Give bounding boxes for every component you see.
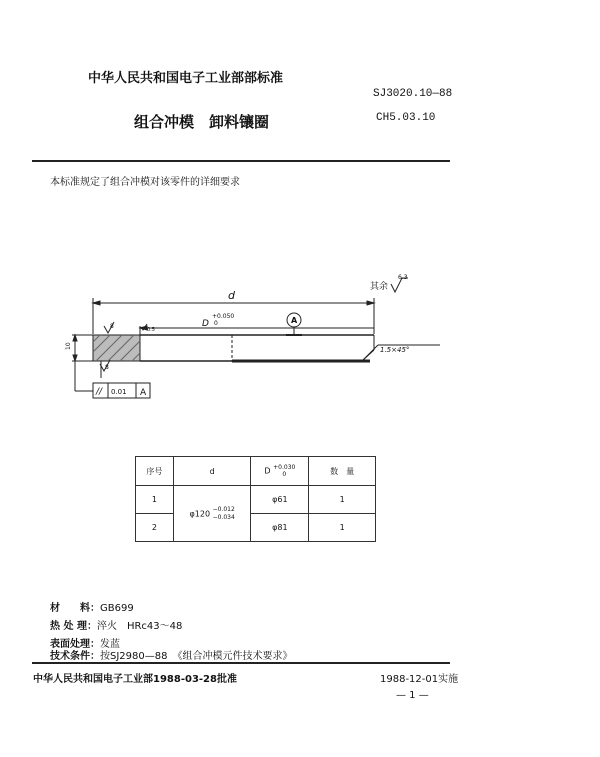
approval-text: 中华人民共和国电子工业部1988-03-28批准 bbox=[33, 674, 237, 685]
edge-mark: 0.5 bbox=[147, 327, 155, 333]
header-d: d bbox=[173, 457, 251, 486]
dim-d-label: d bbox=[228, 289, 235, 302]
roughness-left-value: 8 bbox=[105, 364, 109, 371]
spec-value: 发蓝 bbox=[100, 639, 120, 650]
spec-value: 按SJ2980—88 《组合冲模元件技术要求》 bbox=[100, 651, 293, 662]
row-no: 2 bbox=[136, 514, 174, 542]
table-row bbox=[136, 514, 376, 542]
page-number: — 1 — bbox=[396, 690, 429, 701]
dim-D-tol-lower: 0 bbox=[214, 320, 218, 327]
product-code: CH5.03.10 bbox=[376, 112, 436, 124]
row-qty: 1 bbox=[309, 486, 376, 514]
spec-label: 热 处 理： bbox=[50, 621, 97, 632]
chamfer-label: 1.5×45° bbox=[380, 346, 410, 354]
dim-D-tol-upper: +0.050 bbox=[212, 313, 235, 320]
spec-material bbox=[50, 599, 134, 614]
roughness-rest-value: 6.3 bbox=[398, 274, 408, 281]
spec-value: GB699 bbox=[100, 603, 134, 614]
roughness-rest-prefix: 其余 bbox=[370, 282, 389, 292]
footer-divider bbox=[32, 662, 450, 664]
table-row bbox=[136, 486, 376, 514]
cell-d bbox=[173, 486, 251, 542]
row-D: φ81 bbox=[251, 514, 309, 542]
roughness-top-value: 8 bbox=[110, 323, 114, 330]
header-D bbox=[251, 457, 309, 486]
table-header-row bbox=[136, 457, 376, 486]
spec-label: 技术条件： bbox=[50, 651, 100, 662]
spec-label: 表面处理： bbox=[50, 639, 100, 650]
document-title: 组合冲模 卸料镶圈 bbox=[134, 113, 270, 131]
effective-date: 1988-12-01实施 bbox=[380, 674, 459, 685]
header-D-tol-lower: 0 bbox=[282, 471, 287, 478]
row-D: φ61 bbox=[251, 486, 309, 514]
ministry-standard-title: 中华人民共和国电子工业部部标准 bbox=[88, 71, 284, 86]
spec-label: 材 料： bbox=[50, 603, 100, 614]
spec-value: 淬火 HRc43～48 bbox=[96, 621, 183, 632]
header-D-tol-upper: +0.030 bbox=[273, 464, 296, 471]
spec-technical-conditions bbox=[50, 647, 292, 662]
intro-text: 本标准规定了组合冲模对该零件的详细要求 bbox=[50, 177, 240, 188]
d-tol-upper: −0.012 bbox=[212, 505, 235, 513]
tolerance-datum: A bbox=[140, 388, 147, 398]
tolerance-value: 0.01 bbox=[111, 388, 127, 396]
header-qty: 数 量 bbox=[309, 457, 376, 486]
row-qty: 1 bbox=[309, 514, 376, 542]
header-no: 序号 bbox=[136, 457, 174, 486]
standard-number: SJ3020.10—88 bbox=[373, 88, 453, 100]
size-table bbox=[135, 456, 376, 542]
d-main: φ120 bbox=[189, 509, 211, 518]
spec-heat-treatment bbox=[50, 617, 182, 632]
tolerance-symbol: // bbox=[96, 387, 103, 397]
datum-a-label: A bbox=[291, 316, 298, 325]
header-D-symbol: D bbox=[264, 466, 271, 476]
row-no: 1 bbox=[136, 486, 174, 514]
d-tol-lower: −0.034 bbox=[212, 513, 235, 521]
dim-D-label: D bbox=[202, 319, 209, 329]
height-value: 10 bbox=[65, 342, 72, 350]
